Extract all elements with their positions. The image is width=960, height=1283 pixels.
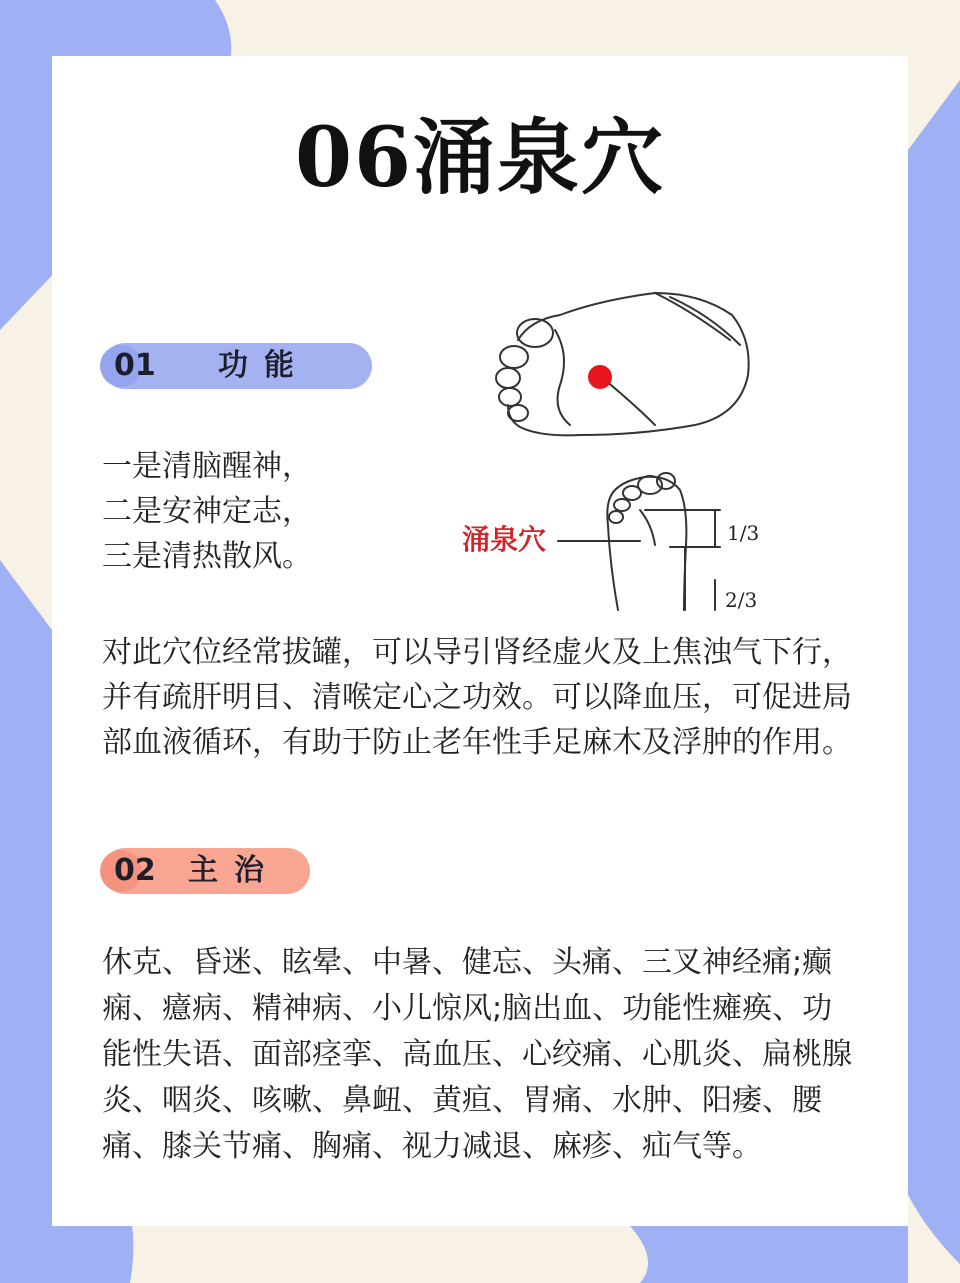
section-label: 功能 bbox=[218, 348, 310, 383]
function-item: 二是安神定志， bbox=[102, 494, 312, 529]
foot-illustration bbox=[440, 285, 780, 615]
ratio-top-label: 1/3 bbox=[727, 521, 760, 545]
acupoint-label: 涌泉穴 bbox=[462, 523, 547, 556]
page-title: 06涌泉穴 bbox=[294, 110, 666, 206]
description-paragraph: 对此穴位经常拔罐，可以导引肾经虚火及上焦浊气下行，并有疏肝明目、清喉定心之功效。可以降血压，可促进局部血液循环，有助于防止老年性手足麻木及浮肿的作用。 bbox=[102, 635, 852, 760]
treatments-paragraph: 休克、昏迷、眩晕、中暑、健忘、头痛、三叉神经痛;癫痫、癔病、精神病、小儿惊风;脑出血、功能性瘫痪、功能性失语、面部痉挛、高血压、心绞痛、心肌炎、扁桃腺炎、咽炎、咳嗽、鼻衄、黄疸、胃痛、水肿、阳痿、腰痛、膝关节痛、胸痛、视力减退、麻疹、疝气等。 bbox=[102, 945, 852, 1164]
section-functions-header bbox=[102, 343, 372, 389]
section-label: 主治 bbox=[188, 853, 280, 888]
ratio-bottom-label: 2/3 bbox=[725, 588, 758, 612]
function-item: 一是清脑醒神， bbox=[102, 449, 312, 484]
section-treatments-header bbox=[102, 848, 310, 894]
section-number: 02 bbox=[114, 853, 156, 888]
section-number: 01 bbox=[114, 348, 156, 383]
functions-list bbox=[102, 444, 312, 579]
function-item: 三是清热散风。 bbox=[102, 539, 312, 574]
